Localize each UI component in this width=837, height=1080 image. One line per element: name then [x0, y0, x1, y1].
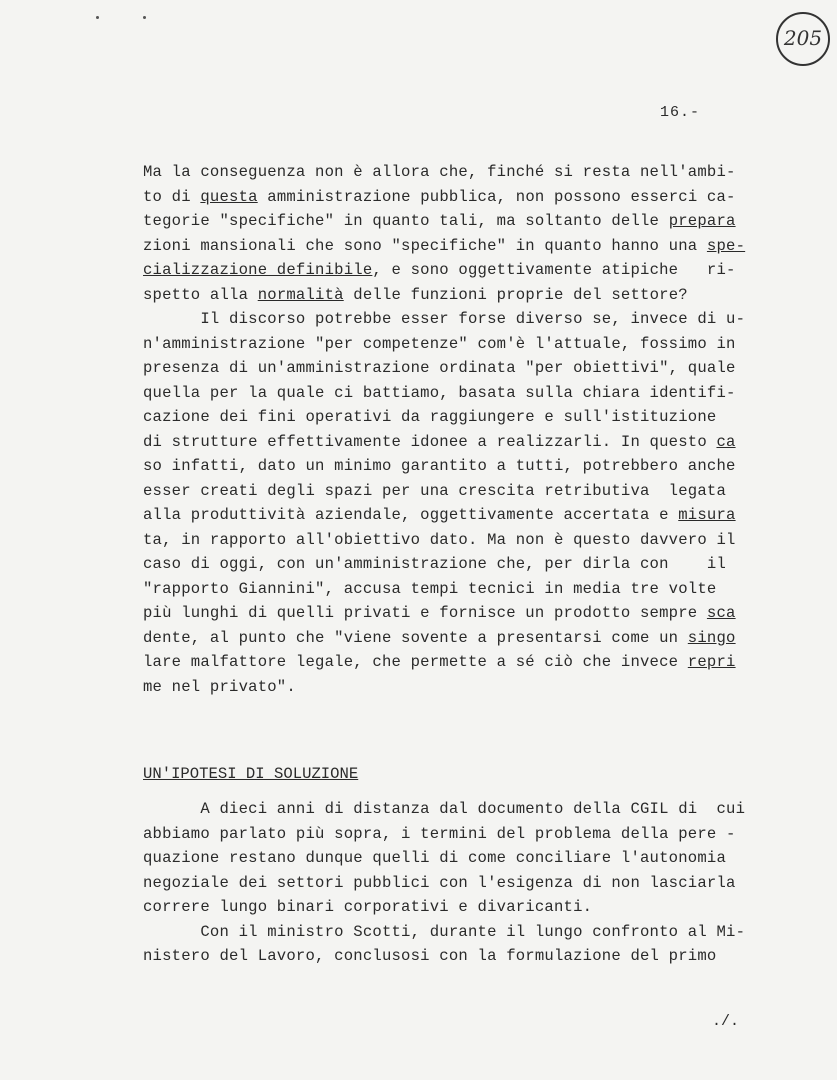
text-run: caso di oggi, con un'amministrazione che, per dirla con il — [143, 555, 727, 573]
text-line — [143, 871, 763, 896]
underlined-text: misura — [678, 506, 736, 524]
text-line — [143, 528, 763, 553]
underlined-text: sca — [706, 604, 736, 622]
text-line — [143, 601, 763, 626]
text-run: quazione restano dunque quelli di come conciliare l'autonomia — [143, 849, 727, 867]
scan-speck — [143, 16, 146, 19]
underlined-text: normalità — [257, 285, 344, 304]
text-run: quella per la quale ci battiamo, basata sulla chiara identifi- — [143, 383, 736, 402]
text-run: "rapporto Giannini", accusa tempi tecnici in media tre volte — [143, 579, 717, 598]
stamp-number: 205 — [783, 26, 823, 50]
text-run: più lunghi di quelli privati e fornisce un prodotto sempre — [143, 604, 707, 622]
text-line — [143, 356, 763, 381]
section-heading: UN'IPOTESI DI SOLUZIONE — [143, 765, 359, 783]
continuation-mark: ./. — [712, 1013, 740, 1030]
text-run: A dieci anni di distanza dal documento della CGIL di cui — [143, 800, 746, 818]
text-line — [143, 797, 763, 822]
text-line — [143, 283, 763, 308]
text-run: cazione dei fini operativi da raggiungere e sull'istituzione — [143, 408, 717, 426]
text-run: abbiamo parlato più sopra, i termini del problema della pere - — [143, 824, 736, 843]
text-run: lare malfattore legale, che permette a sé ciò che invece — [143, 653, 688, 671]
text-line — [143, 479, 763, 504]
text-line — [143, 160, 763, 185]
text-line — [143, 895, 763, 920]
underlined-text: spe- — [706, 236, 746, 255]
text-line — [143, 675, 763, 700]
text-run: spetto alla — [143, 285, 258, 304]
text-run: Con il ministro Scotti, durante il lungo confronto al Mi- — [143, 922, 746, 941]
text-run: ta, in rapporto all'obiettivo dato. Ma non è questo davvero il — [143, 530, 736, 549]
page-number: 16.- — [660, 104, 701, 121]
text-line — [143, 577, 763, 602]
text-run: tegorie "specifiche" in quanto tali, ma soltanto delle — [143, 212, 669, 230]
scan-speck — [96, 16, 99, 19]
text-run: amministrazione pubblica, non possono esserci ca- — [257, 187, 736, 206]
text-line — [143, 650, 763, 675]
text-line — [143, 209, 763, 234]
text-line — [143, 626, 763, 651]
text-run: , e sono oggettivamente atipiche ri- — [372, 261, 736, 279]
text-run: esser creati degli spazi per una crescita retributiva legata — [143, 481, 727, 500]
text-run: nistero del Lavoro, conclusosi con la formulazione del primo — [143, 947, 717, 965]
underlined-text: ca — [716, 432, 736, 451]
text-line — [143, 332, 763, 357]
text-run: negoziale dei settori pubblici con l'esigenza di non lasciarla — [143, 873, 736, 892]
text-run: presenza di un'amministrazione ordinata "per obiettivi", quale — [143, 359, 736, 377]
underlined-text: repri — [687, 653, 736, 671]
underlined-text: questa — [200, 187, 258, 206]
underlined-text: prepara — [668, 212, 736, 230]
text-line — [143, 920, 763, 945]
underlined-text: cializzazione definibile — [143, 261, 373, 279]
text-line — [143, 454, 763, 479]
text-run: to di — [143, 187, 201, 206]
text-line — [143, 503, 763, 528]
text-run: correre lungo binari corporativi e divaricanti. — [143, 898, 593, 916]
text-line — [143, 381, 763, 406]
text-run: delle funzioni proprie del settore? — [343, 285, 688, 304]
text-line — [143, 185, 763, 210]
text-line — [143, 430, 763, 455]
archive-stamp — [776, 12, 830, 66]
text-run: dente, al punto che "viene sovente a presentarsi come un — [143, 628, 688, 647]
text-line — [143, 405, 763, 430]
text-line — [143, 846, 763, 871]
text-run: me nel privato". — [143, 677, 296, 696]
text-run: n'amministrazione "per competenze" com'è l'attuale, fossimo in — [143, 334, 736, 353]
underlined-text: singo — [687, 628, 736, 647]
text-line — [143, 944, 763, 969]
text-line — [143, 258, 763, 283]
text-line — [143, 822, 763, 847]
text-run: zioni mansionali che sono "specifiche" in quanto hanno una — [143, 236, 707, 255]
text-run: alla produttività aziendale, oggettivamente accertata e — [143, 506, 679, 524]
text-line — [143, 307, 763, 332]
text-run: Ma la conseguenza non è allora che, finché si resta nell'ambi- — [143, 163, 736, 181]
text-run: Il discorso potrebbe esser forse diverso se, invece di u- — [143, 310, 746, 328]
text-run: di strutture effettivamente idonee a realizzarli. In questo — [143, 432, 717, 451]
text-line — [143, 552, 763, 577]
text-line — [143, 234, 763, 259]
text-run: so infatti, dato un minimo garantito a tutti, potrebbero anche — [143, 457, 736, 475]
